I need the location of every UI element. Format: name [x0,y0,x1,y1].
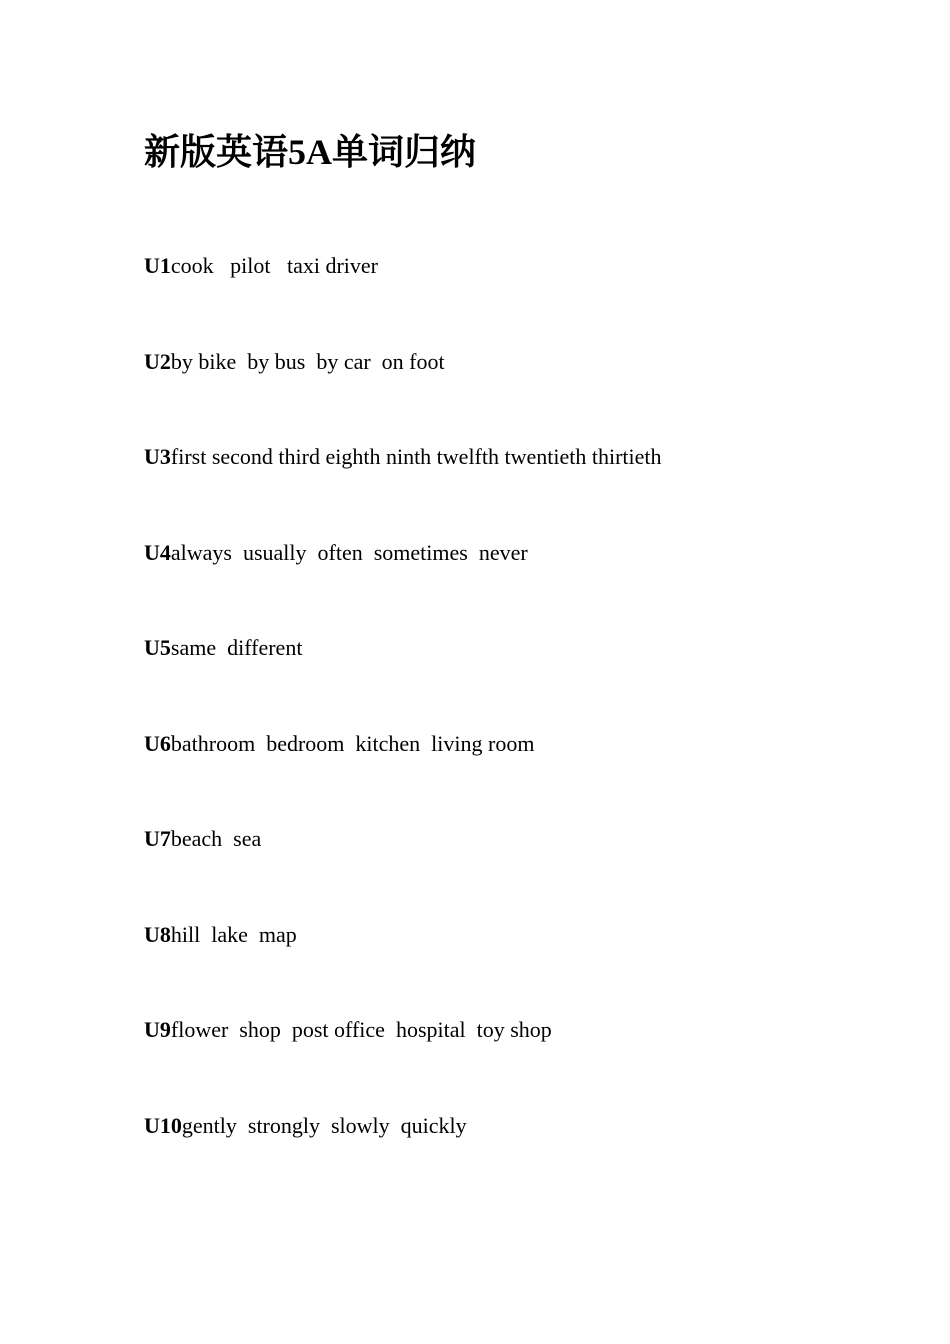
unit-row-u10 [144,1110,662,1206]
unit-row-u7 [144,823,662,919]
unit-words: first second third eighth ninth twelfth twentieth thirtieth [170,444,662,469]
unit-row-u8 [144,919,662,1015]
unit-row-u5 [144,632,662,728]
unit-row-u9 [144,1014,662,1110]
unit-words: always usually often sometimes never [170,539,528,565]
unit-label: U3 [144,444,171,469]
unit-words: same different [170,635,303,660]
unit-words: cook pilot taxi driver [170,253,379,278]
unit-word-list [144,250,662,1205]
unit-label: U4 [144,539,171,565]
unit-row-u6 [144,728,662,824]
unit-label: U9 [144,1017,171,1042]
unit-words: hill lake map [170,921,297,947]
unit-row-u4 [144,537,662,633]
unit-words: beach sea [170,826,262,851]
unit-row-u1 [144,250,662,346]
unit-label: U10 [144,1112,182,1138]
unit-words: bathroom bedroom kitchen living room [170,730,535,756]
unit-label: U2 [144,348,171,374]
unit-row-u2 [144,346,662,442]
unit-label: U5 [144,635,171,660]
unit-label: U1 [144,253,171,278]
unit-words: gently strongly slowly quickly [181,1112,467,1138]
unit-label: U8 [144,921,171,947]
unit-row-u3 [144,441,662,537]
document-title: 新版英语5A单词归纳 [144,132,476,172]
unit-label: U6 [144,730,171,756]
unit-words: by bike by bus by car on foot [170,348,445,374]
unit-label: U7 [144,826,171,851]
unit-words: flower shop post office hospital toy shop [170,1017,552,1042]
